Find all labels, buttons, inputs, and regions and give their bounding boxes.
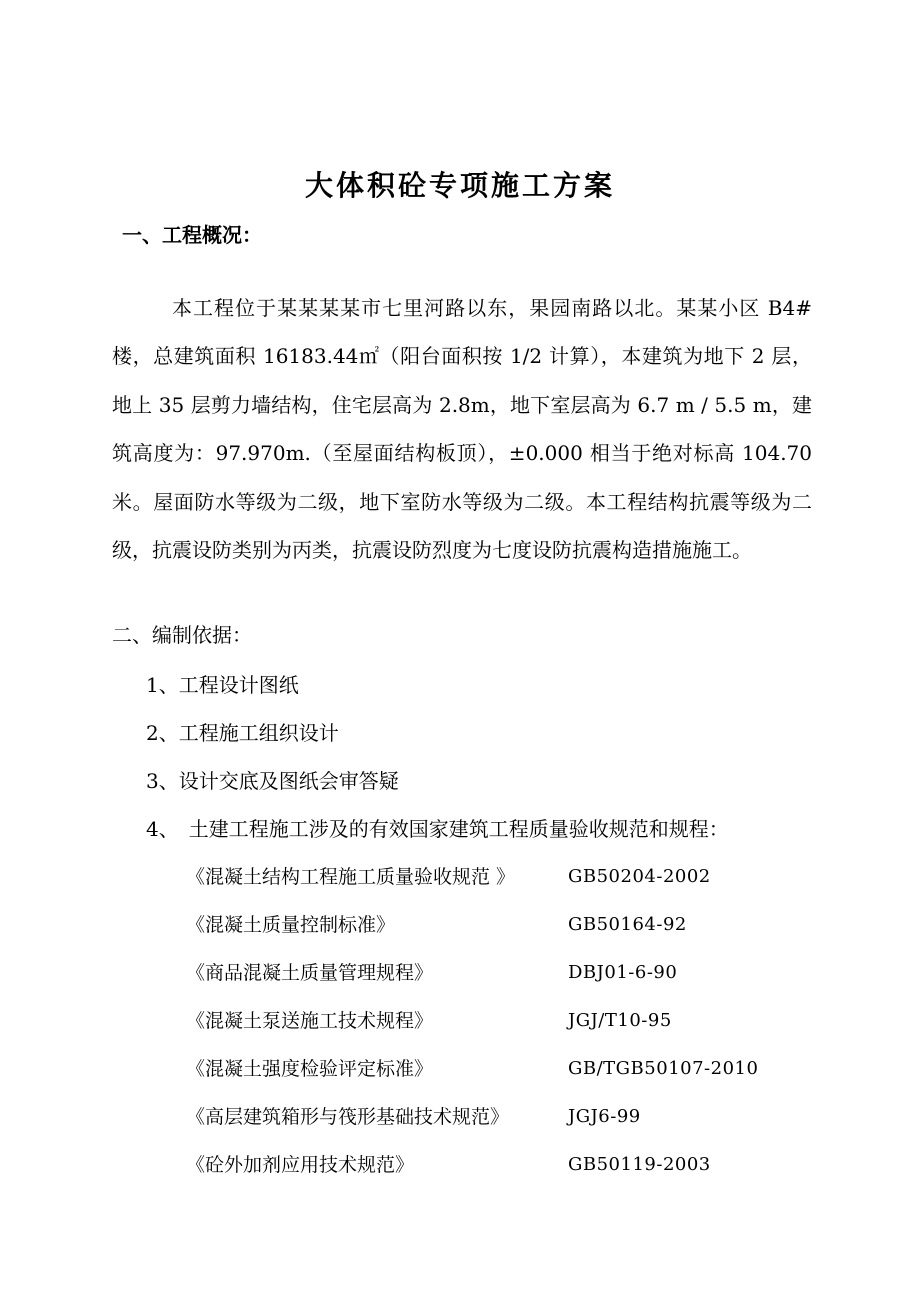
standard-name: 《砼外加剂应用技术规范》 bbox=[186, 1154, 415, 1176]
basis-item: 2、工程施工组织设计 bbox=[146, 721, 339, 745]
standard-name: 《混凝土泵送施工技术规程》 bbox=[186, 1010, 434, 1032]
standard-code: GB/TGB50107-2010 bbox=[568, 1058, 759, 1079]
section-heading-overview: 一、工程概况： bbox=[122, 223, 262, 247]
standard-code: GB50164-92 bbox=[568, 914, 687, 935]
standard-code: JGJ6-99 bbox=[568, 1106, 641, 1127]
document-title: 大体积砼专项施工方案 bbox=[304, 169, 615, 202]
standard-code: DBJ01-6-90 bbox=[568, 962, 678, 983]
standard-name: 《混凝土质量控制标准》 bbox=[186, 914, 396, 936]
standard-code: GB50119-2003 bbox=[568, 1154, 711, 1175]
standard-name: 《混凝土结构工程施工质量验收规范 》 bbox=[186, 866, 516, 888]
basis-item: 1、工程设计图纸 bbox=[146, 673, 299, 697]
standard-code: JGJ/T10-95 bbox=[568, 1010, 672, 1031]
basis-item: 3、设计交底及图纸会审答疑 bbox=[146, 769, 399, 793]
standard-name: 《混凝土强度检验评定标准》 bbox=[186, 1058, 434, 1080]
basis-item: 4、 土建工程施工涉及的有效国家建筑工程质量验收规范和规程： bbox=[146, 817, 729, 841]
standard-name: 《商品混凝土质量管理规程》 bbox=[186, 962, 434, 984]
standard-code: GB50204-2002 bbox=[568, 866, 711, 887]
overview-paragraph: 本工程位于某某某某市七里河路以东，果园南路以北。某某小区 B4#楼，总建筑面积 16183.44㎡（阳台面积按 1/2 计算），本建筑为地下 2 层，地上 35 层剪力墙结构，住宅层高为 2.8m，地下室层高为 6.7 m / 5.5 m，建筑高度为：97.970m.（至屋面结构板顶），±0.000 相当于绝对标高 104.70 米。屋面防水等级为二级，地下室防水等级为二级。本工程结构抗震等级为二级，抗震设防类别为丙类，抗震设防烈度为七度设防抗震构造措施施工。 bbox=[112, 296, 812, 563]
section-heading-basis: 二、编制依据： bbox=[112, 623, 252, 647]
standard-name: 《高层建筑箱形与筏形基础技术规范》 bbox=[186, 1106, 510, 1128]
